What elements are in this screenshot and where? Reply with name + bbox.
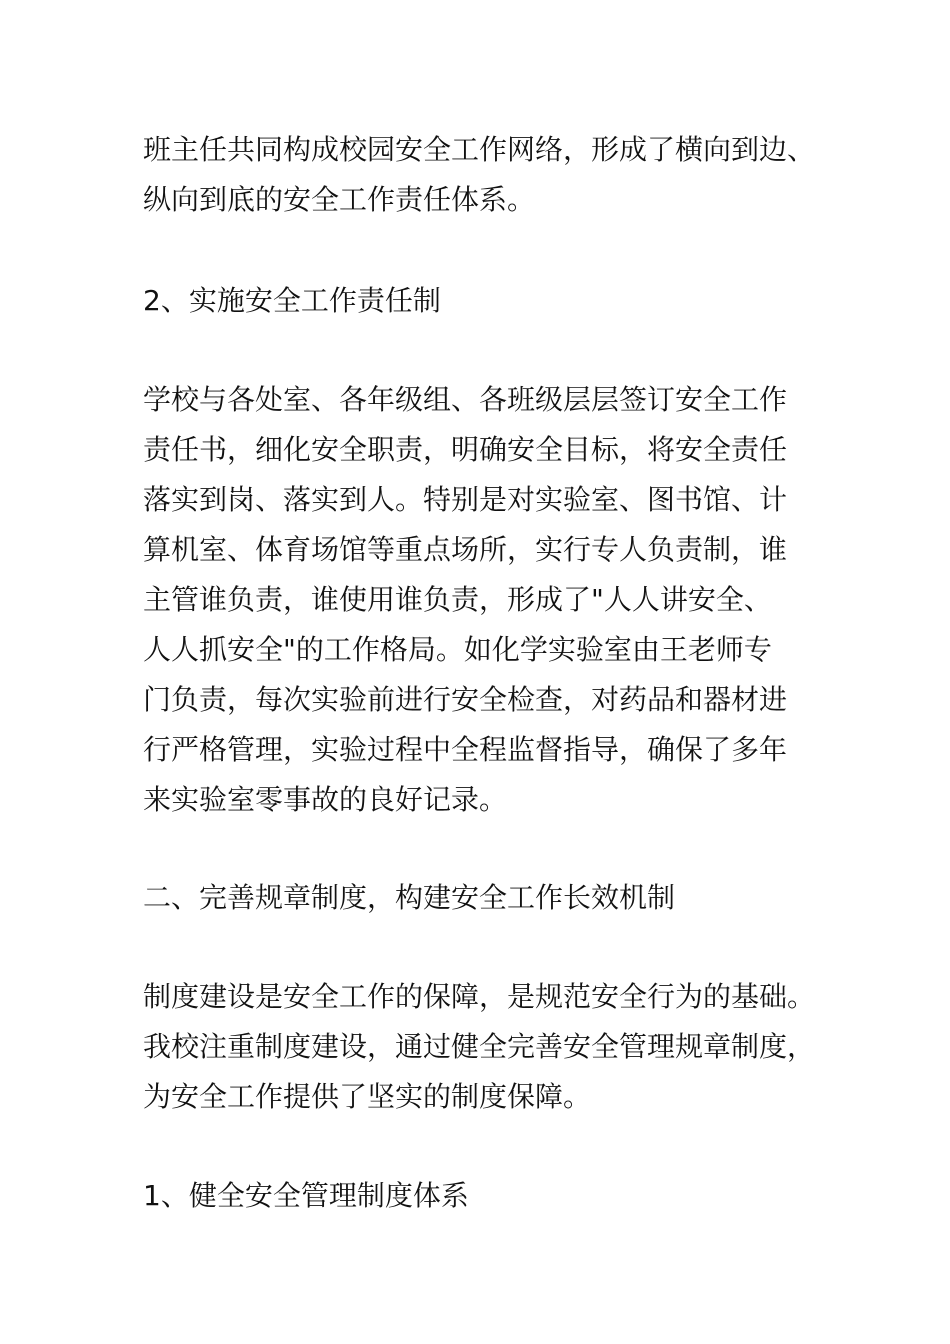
text-line: 责任书，细化安全职责，明确安全目标，将安全责任 <box>143 433 788 466</box>
text-line: 班主任共同构成校园安全工作网络，形成了横向到边、 <box>143 133 816 166</box>
paragraph-responsibility <box>143 375 843 825</box>
text-line: 落实到岗、落实到人。特别是对实验室、图书馆、计 <box>143 483 788 516</box>
paragraph-continuation <box>143 125 843 225</box>
heading-text: 1、健全安全管理制度体系 <box>143 1179 469 1212</box>
text-line: 我校注重制度建设，通过健全完善安全管理规章制度， <box>143 1030 816 1063</box>
paragraph-regulations <box>143 972 843 1122</box>
text-line: 学校与各处室、各年级组、各班级层层签订安全工作 <box>143 383 788 416</box>
text-line: 制度建设是安全工作的保障，是规范安全行为的基础。 <box>143 980 816 1013</box>
text-line: 为安全工作提供了坚实的制度保障。 <box>143 1080 592 1113</box>
subheading-management-system <box>143 1171 843 1221</box>
text-line: 来实验室零事故的良好记录。 <box>143 783 508 816</box>
text-line: 主管谁负责，谁使用谁负责，形成了"人人讲安全、 <box>143 583 772 616</box>
text-line: 门负责，每次实验前进行安全检查，对药品和器材进 <box>143 683 788 716</box>
subheading-responsibility-system <box>143 276 843 326</box>
text-line: 算机室、体育场馆等重点场所，实行专人负责制，谁 <box>143 533 788 566</box>
text-line: 纵向到底的安全工作责任体系。 <box>143 183 536 216</box>
text-line: 人人抓安全"的工作格局。如化学实验室由王老师专 <box>143 633 772 666</box>
heading-text: 2、实施安全工作责任制 <box>143 284 441 317</box>
heading-text: 二、完善规章制度，构建安全工作长效机制 <box>143 881 676 914</box>
text-line: 行严格管理，实验过程中全程监督指导，确保了多年 <box>143 733 788 766</box>
section-heading-regulations <box>143 873 843 923</box>
